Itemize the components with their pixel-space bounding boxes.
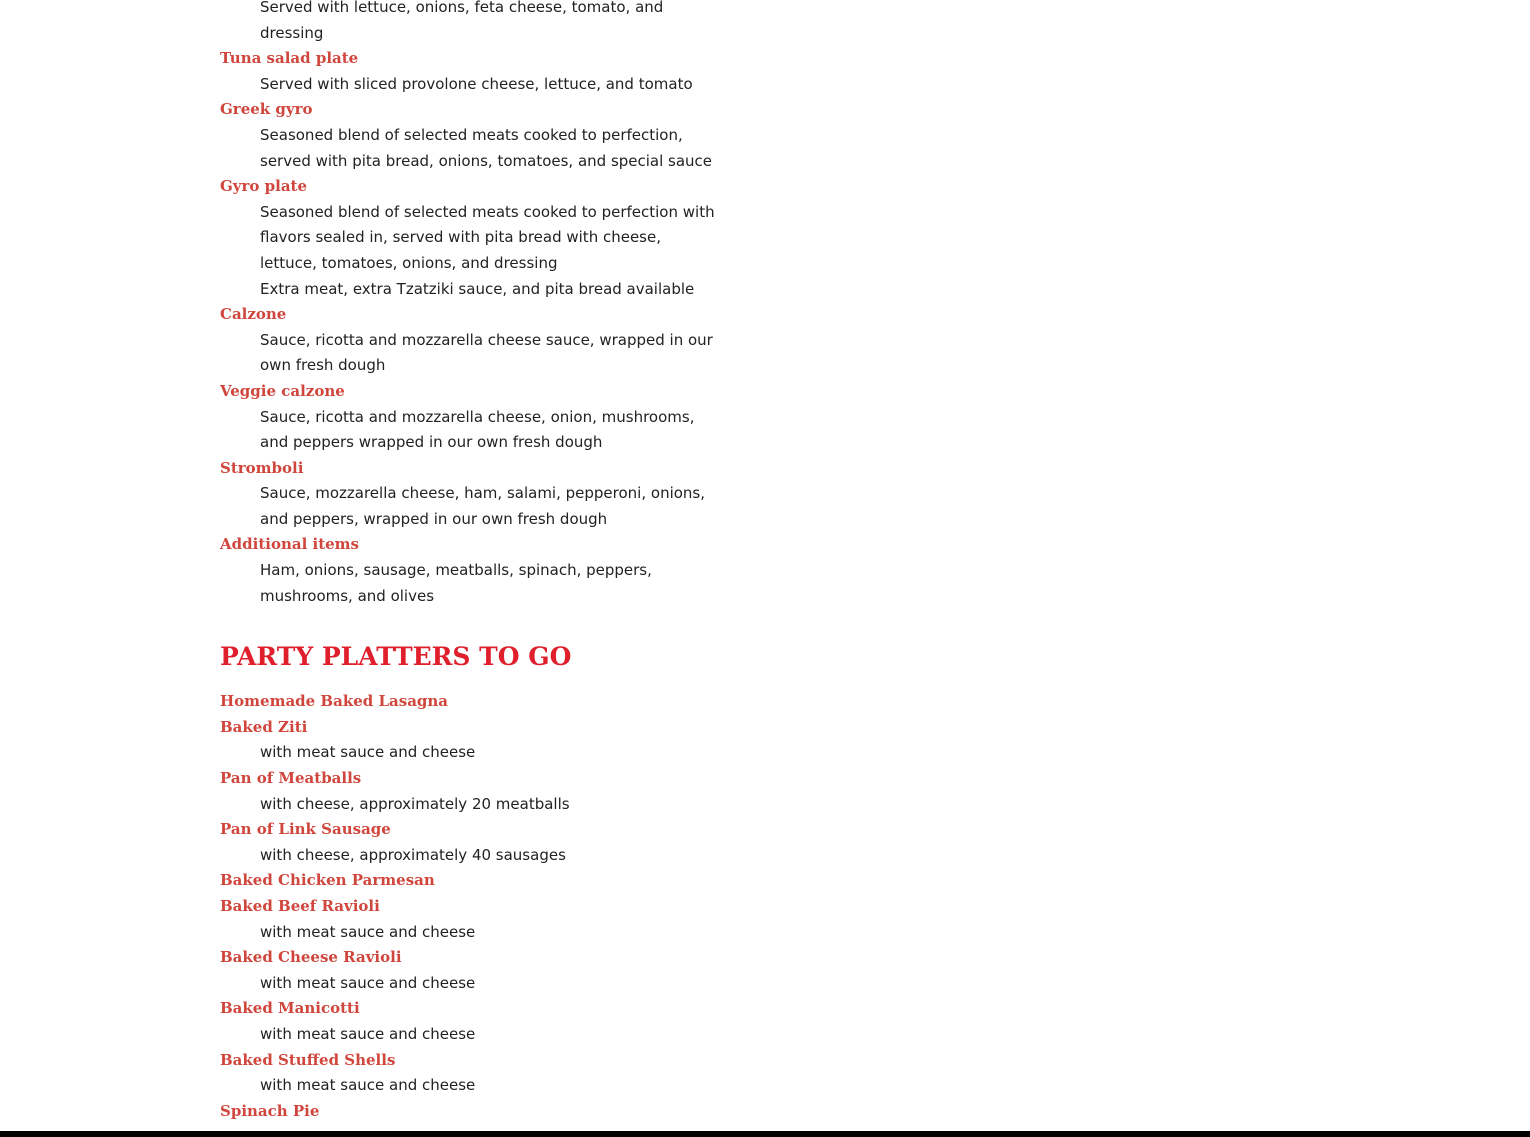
menu-item-description — [220, 920, 720, 946]
description-line: Ham, onions, sausage, meatballs, spinach, peppers, — [260, 561, 652, 580]
menu-item-name: Gyro plate — [220, 177, 308, 196]
menu-item-name: Stromboli — [220, 458, 304, 477]
item-description-partial — [220, 0, 720, 46]
description-line: dressing — [260, 23, 324, 42]
menu-item-name: Tuna salad plate — [220, 49, 359, 68]
menu-item-name: Veggie calzone — [220, 381, 345, 400]
menu-item-name: Greek gyro — [220, 100, 313, 119]
menu-item-description — [220, 200, 720, 302]
description-line: with meat sauce and cheese — [260, 922, 476, 941]
description-line: Served with sliced provolone cheese, lettuce, and tomato — [260, 74, 693, 93]
menu-item-description — [220, 1022, 720, 1048]
description-line: Seasoned blend of selected meats cooked to perfection with — [260, 202, 715, 221]
menu-item-description — [220, 740, 720, 766]
menu-item-description — [220, 328, 720, 379]
description-line: Served with lettuce, onions, feta cheese, tomato, and — [260, 0, 664, 16]
menu-item-description — [220, 558, 720, 609]
menu-item-name: Baked Ziti — [220, 717, 308, 736]
description-line: and peppers wrapped in our own fresh dough — [260, 433, 603, 452]
description-line: flavors sealed in, served with pita bread with cheese, — [260, 228, 661, 247]
description-line: with meat sauce and cheese — [260, 1076, 476, 1095]
description-line: served with pita bread, onions, tomatoes, and special sauce — [260, 151, 713, 170]
description-line: mushrooms, and olives — [260, 586, 435, 605]
menu-item-description — [220, 405, 720, 456]
menu-item-name: Baked Chicken Parmesan — [220, 871, 435, 890]
menu-item-description — [220, 72, 720, 98]
bottom-bar — [0, 1131, 1530, 1137]
menu-item-name: Pan of Link Sausage — [220, 820, 391, 839]
menu-content — [220, 0, 720, 1124]
menu-item-description — [220, 1073, 720, 1099]
description-line: with meat sauce and cheese — [260, 743, 476, 762]
description-line: Seasoned blend of selected meats cooked to perfection, — [260, 125, 683, 144]
menu-item-name: Baked Stuffed Shells — [220, 1050, 396, 1069]
description-line: with meat sauce and cheese — [260, 1024, 476, 1043]
menu-item-description — [220, 481, 720, 532]
description-line: Extra meat, extra Tzatziki sauce, and pita bread available — [260, 279, 695, 298]
description-line: own fresh dough — [260, 356, 386, 375]
menu-item-name: Calzone — [220, 305, 287, 324]
menu-item-name: Baked Beef Ravioli — [220, 897, 380, 915]
menu-item-name: Spinach Pie — [220, 1101, 320, 1120]
menu-item-name: Pan of Meatballs — [220, 769, 362, 788]
menu-item-description — [220, 792, 720, 818]
menu-item-name: Baked Manicotti — [220, 999, 360, 1018]
description-line: and peppers, wrapped in our own fresh dough — [260, 509, 608, 528]
description-line: lettuce, tomatoes, onions, and dressing — [260, 253, 558, 272]
description-line: Sauce, mozzarella cheese, ham, salami, pepperoni, onions, — [260, 484, 706, 503]
description-line: with meat sauce and cheese — [260, 973, 476, 992]
party-platters-list — [220, 689, 720, 1124]
description-line: Sauce, ricotta and mozzarella cheese, onion, mushrooms, — [260, 407, 695, 426]
description-line: with cheese, approximately 20 meatballs — [260, 794, 570, 813]
menu-item-name: Homemade Baked Lasagna — [220, 692, 449, 711]
menu-item-name: Baked Cheese Ravioli — [220, 948, 402, 967]
menu-item-description — [220, 843, 720, 869]
menu-item-name: Additional items — [220, 535, 359, 554]
menu-item-description — [220, 123, 720, 174]
menu-items-list — [220, 46, 720, 609]
menu-item-description — [220, 971, 720, 997]
description-line: Sauce, ricotta and mozzarella cheese sauce, wrapped in our — [260, 330, 713, 349]
description-line: with cheese, approximately 40 sausages — [260, 845, 566, 864]
section-title-party-platters: PARTY PLATTERS TO GO — [220, 642, 572, 672]
